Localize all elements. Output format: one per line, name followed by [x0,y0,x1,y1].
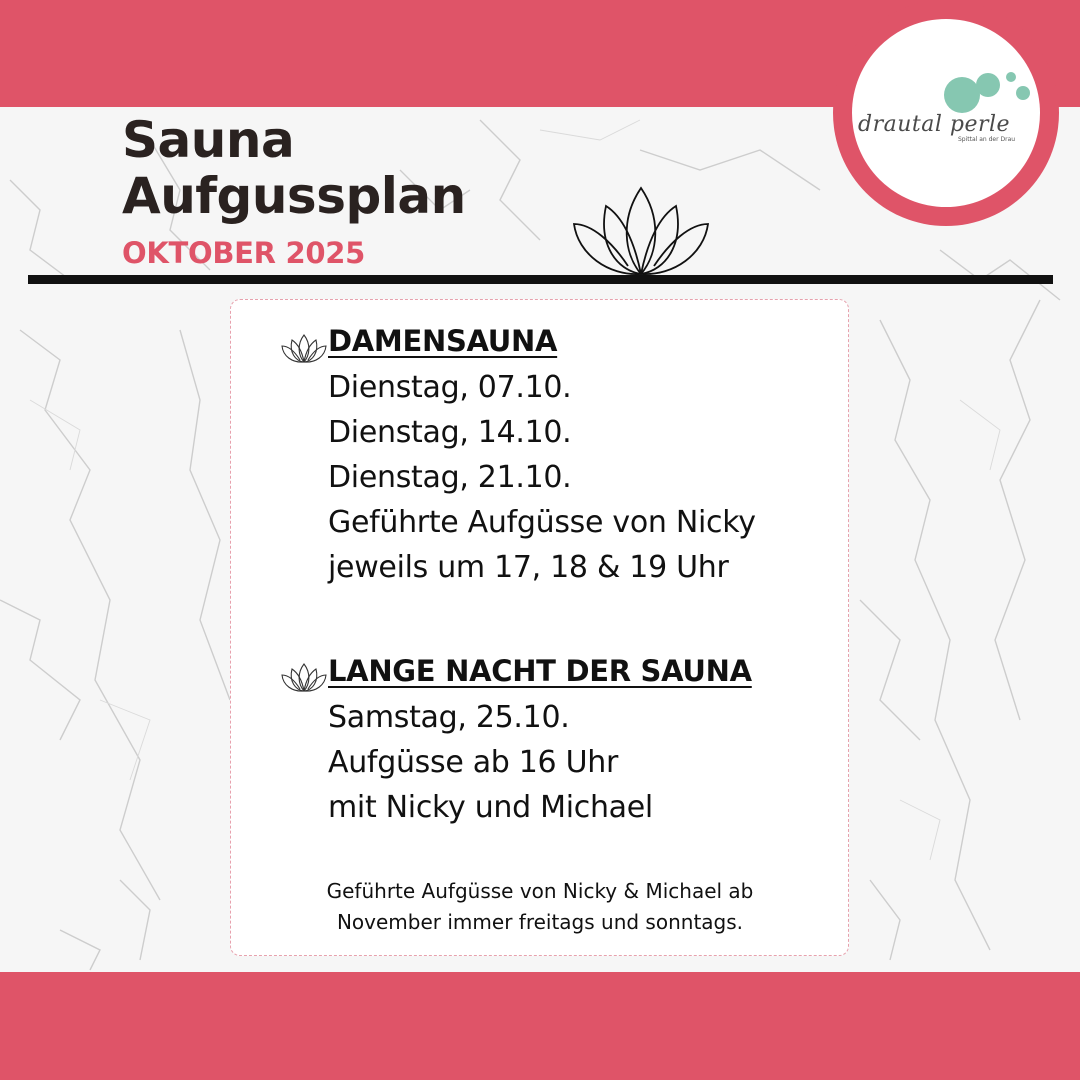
lotus-icon [280,333,328,363]
month-label: OKTOBER 2025 [122,236,366,270]
list-item: Dienstag, 07.10. [328,370,572,405]
section-heading-damensauna: DAMENSAUNA [328,324,558,358]
list-item: jeweils um 17, 18 & 19 Uhr [328,550,729,585]
title-line-1: Sauna [122,111,295,169]
list-item: Samstag, 25.10. [328,700,570,735]
footnote-line-2: November immer freitags und sonntags. [336,910,744,934]
lotus-icon [280,662,328,692]
list-item: Dienstag, 21.10. [328,460,572,495]
section-heading-lange-nacht: LANGE NACHT DER SAUNA [328,654,752,688]
list-item: Geführte Aufgüsse von Nicky [328,505,756,540]
list-item: Aufgüsse ab 16 Uhr [328,745,618,780]
divider-rule [28,275,1053,284]
title-line-2: Aufgussplan [122,167,466,225]
lotus-icon [568,184,714,276]
logo-bubbles-icon [944,77,980,113]
list-item: mit Nicky und Michael [328,790,653,825]
footnote-line-1: Geführte Aufgüsse von Nicky & Michael ab [326,879,754,903]
footnote [240,876,840,938]
logo-tagline: Spittal an der Drau [958,136,1016,143]
logo-bubble-dot [1016,86,1030,100]
logo-wordmark: drautal perle [858,112,1011,137]
page-title [122,112,466,224]
bottom-accent-band [0,972,1080,1080]
logo-bubble-tiny [1006,72,1016,82]
list-item: Dienstag, 14.10. [328,415,572,450]
logo-bubble-small [976,73,1000,97]
